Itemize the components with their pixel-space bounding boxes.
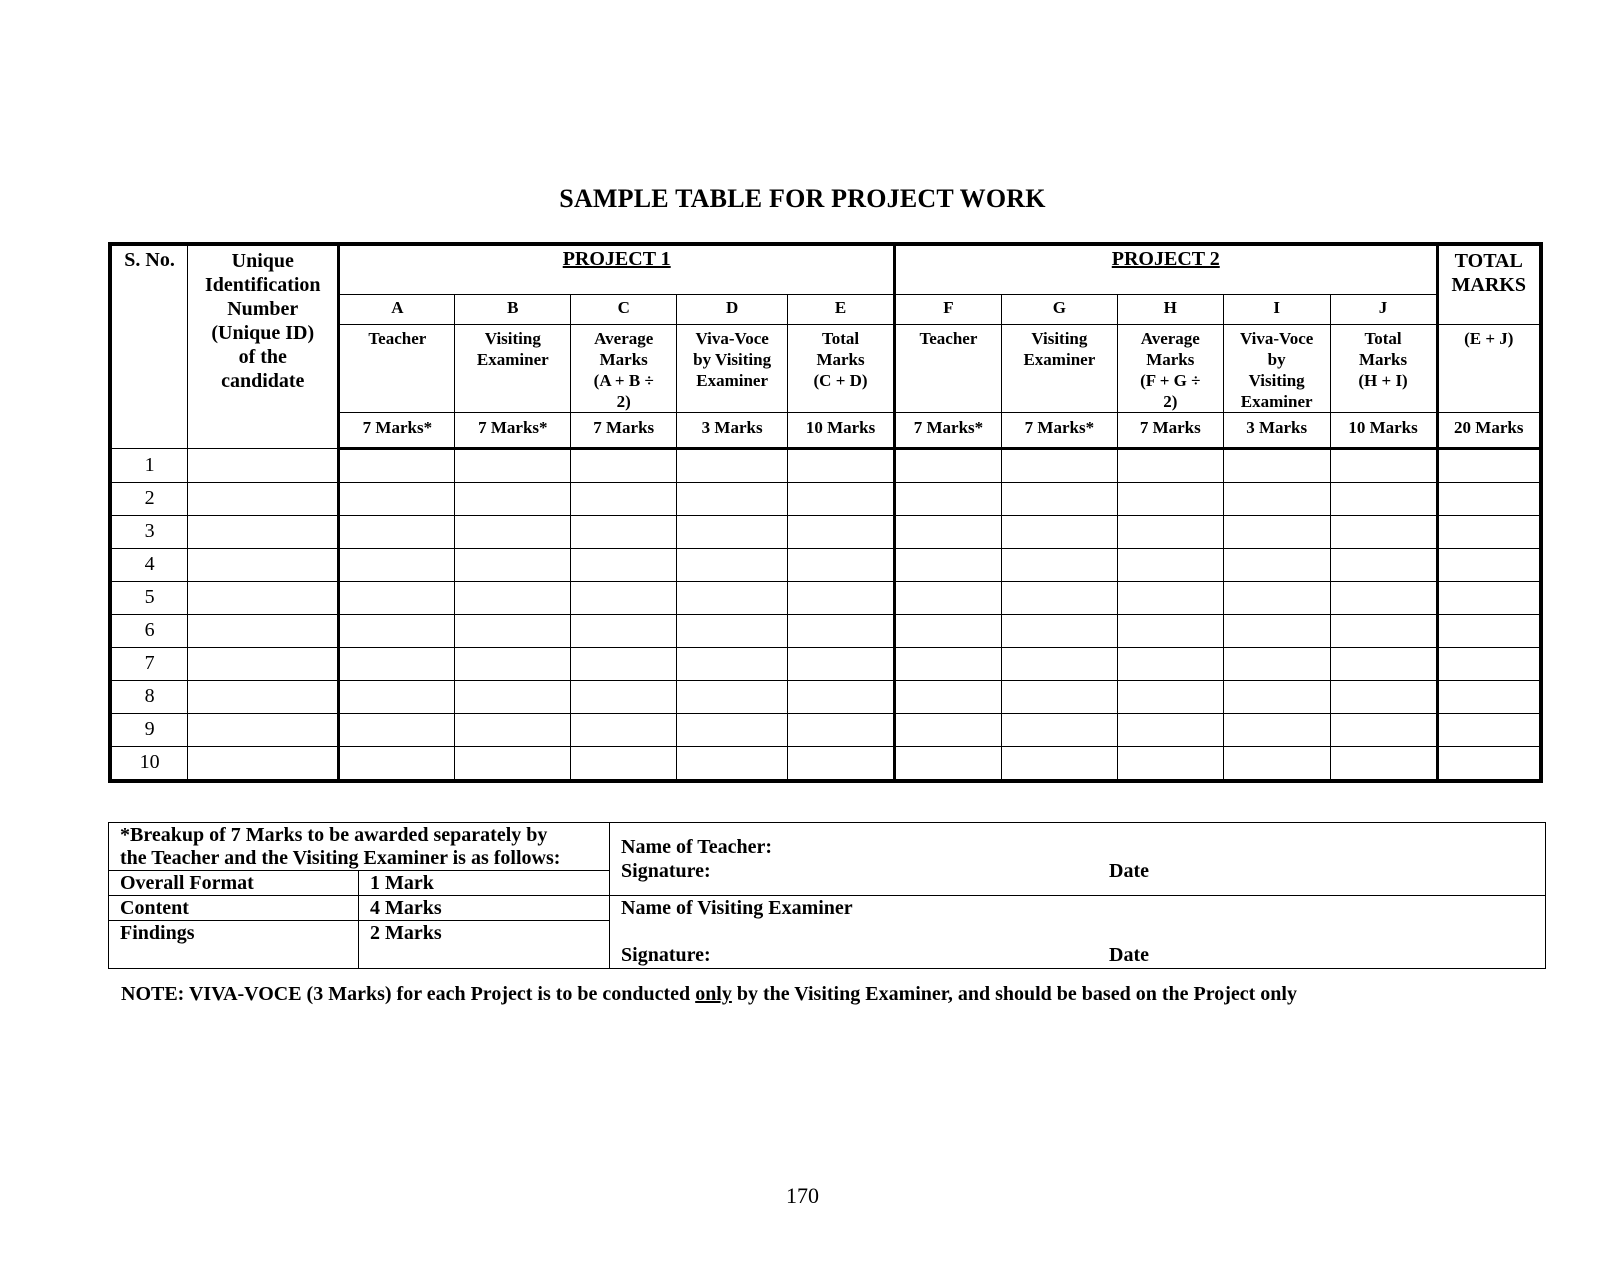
marks-cell xyxy=(1437,581,1541,614)
column-description: Total Marks (C + D) xyxy=(788,324,895,412)
marks-cell xyxy=(455,680,571,713)
marks-cell xyxy=(571,680,677,713)
marks-cell xyxy=(677,614,788,647)
marks-cell xyxy=(895,515,1002,548)
marks-cell xyxy=(895,713,1002,746)
marks-cell xyxy=(1223,680,1330,713)
marks-cell xyxy=(571,713,677,746)
marks-cell xyxy=(1001,713,1117,746)
breakup-marks: 4 Marks xyxy=(359,896,610,921)
marks-cell xyxy=(1001,515,1117,548)
marks-cell xyxy=(1001,581,1117,614)
marks-cell xyxy=(571,647,677,680)
column-description: Average Marks (F + G ÷ 2) xyxy=(1117,324,1223,412)
marks-cell xyxy=(1001,448,1117,482)
marks-cell xyxy=(339,746,455,781)
unique-id-cell xyxy=(188,548,339,581)
marks-cell xyxy=(1330,581,1437,614)
column-description: Total Marks (H + I) xyxy=(1330,324,1437,412)
marks-cell xyxy=(1223,713,1330,746)
marks-cell xyxy=(1001,548,1117,581)
marks-cell xyxy=(788,680,895,713)
marks-cell xyxy=(1223,515,1330,548)
column-max-marks: 7 Marks* xyxy=(895,412,1002,448)
marks-cell xyxy=(455,581,571,614)
row-serial-number: 1 xyxy=(110,448,188,482)
marks-cell xyxy=(455,746,571,781)
project-work-table xyxy=(108,242,1543,783)
column-max-marks: 7 Marks* xyxy=(455,412,571,448)
table-row xyxy=(110,515,1541,548)
marks-cell xyxy=(1223,482,1330,515)
marks-cell xyxy=(339,548,455,581)
marks-cell xyxy=(788,713,895,746)
marks-cell xyxy=(895,647,1002,680)
column-max-marks: 7 Marks xyxy=(571,412,677,448)
marks-cell xyxy=(895,482,1002,515)
breakup-marks: 2 Marks xyxy=(359,921,610,969)
breakup-label: Findings xyxy=(109,921,359,969)
marks-cell xyxy=(895,746,1002,781)
column-letter: J xyxy=(1330,294,1437,324)
marks-cell xyxy=(788,647,895,680)
marks-cell xyxy=(455,713,571,746)
project1-header: PROJECT 1 xyxy=(339,244,895,294)
marks-cell xyxy=(571,548,677,581)
marks-cell xyxy=(339,680,455,713)
marks-cell xyxy=(895,614,1002,647)
marks-cell xyxy=(677,482,788,515)
total-formula: (E + J) xyxy=(1437,324,1541,412)
marks-cell xyxy=(1330,448,1437,482)
marks-cell xyxy=(1117,448,1223,482)
examiner-signature-label: Signature: xyxy=(621,944,711,966)
marks-cell xyxy=(788,448,895,482)
marks-cell xyxy=(1001,614,1117,647)
marks-cell xyxy=(788,614,895,647)
unique-id-cell xyxy=(188,581,339,614)
unique-id-cell xyxy=(188,680,339,713)
total-marks-header: TOTAL MARKS xyxy=(1437,244,1541,324)
marks-cell xyxy=(1330,614,1437,647)
marks-cell xyxy=(1001,482,1117,515)
breakup-heading: *Breakup of 7 Marks to be awarded separately by the Teacher and the Visiting Examiner is as follows: xyxy=(109,823,610,871)
marks-cell xyxy=(1223,581,1330,614)
breakup-label: Content xyxy=(109,896,359,921)
unique-id-cell xyxy=(188,614,339,647)
column-max-marks: 10 Marks xyxy=(788,412,895,448)
marks-cell xyxy=(1437,680,1541,713)
marks-cell xyxy=(677,746,788,781)
column-description: Visiting Examiner xyxy=(455,324,571,412)
marks-cell xyxy=(571,581,677,614)
marks-cell xyxy=(455,548,571,581)
column-letter: F xyxy=(895,294,1002,324)
marks-cell xyxy=(1223,746,1330,781)
examiner-signature-block xyxy=(610,896,1546,969)
examiner-name-label: Name of Visiting Examiner xyxy=(621,897,853,919)
column-letter: E xyxy=(788,294,895,324)
teacher-date-label: Date xyxy=(1109,860,1149,882)
marks-cell xyxy=(1117,647,1223,680)
marks-cell xyxy=(1437,746,1541,781)
marks-cell xyxy=(1437,713,1541,746)
column-letter: G xyxy=(1001,294,1117,324)
marks-cell xyxy=(571,482,677,515)
marks-cell xyxy=(1437,548,1541,581)
marks-cell xyxy=(1117,680,1223,713)
row-serial-number: 10 xyxy=(110,746,188,781)
marks-cell xyxy=(677,680,788,713)
marks-cell xyxy=(677,515,788,548)
marks-cell xyxy=(571,515,677,548)
marks-cell xyxy=(339,581,455,614)
row-serial-number: 9 xyxy=(110,713,188,746)
marks-cell xyxy=(1223,614,1330,647)
column-description: Viva-Voce by Visiting Examiner xyxy=(1223,324,1330,412)
table-row xyxy=(110,614,1541,647)
marks-cell xyxy=(339,515,455,548)
marks-cell xyxy=(339,482,455,515)
marks-cell xyxy=(788,746,895,781)
column-max-marks: 7 Marks xyxy=(1117,412,1223,448)
total-max-marks: 20 Marks xyxy=(1437,412,1541,448)
marks-cell xyxy=(455,448,571,482)
unique-id-cell xyxy=(188,515,339,548)
marks-cell xyxy=(895,548,1002,581)
unique-id-cell xyxy=(188,647,339,680)
marks-cell xyxy=(1437,482,1541,515)
unique-id-cell xyxy=(188,746,339,781)
unique-id-cell xyxy=(188,448,339,482)
marks-cell xyxy=(1330,548,1437,581)
table-row xyxy=(110,581,1541,614)
marks-cell xyxy=(1330,647,1437,680)
marks-cell xyxy=(677,548,788,581)
marks-cell xyxy=(571,746,677,781)
marks-cell xyxy=(1117,581,1223,614)
marks-cell xyxy=(1330,680,1437,713)
row-serial-number: 6 xyxy=(110,614,188,647)
row-serial-number: 7 xyxy=(110,647,188,680)
marks-cell xyxy=(455,515,571,548)
marks-cell xyxy=(895,680,1002,713)
row-serial-number: 3 xyxy=(110,515,188,548)
column-letter: H xyxy=(1117,294,1223,324)
column-max-marks: 10 Marks xyxy=(1330,412,1437,448)
row-serial-number: 4 xyxy=(110,548,188,581)
marks-cell xyxy=(1117,515,1223,548)
marks-cell xyxy=(1437,515,1541,548)
table-row xyxy=(110,713,1541,746)
row-serial-number: 8 xyxy=(110,680,188,713)
marks-cell xyxy=(788,548,895,581)
unique-id-header: Unique Identification Number (Unique ID) of the candidate xyxy=(188,244,339,448)
marks-cell xyxy=(1437,647,1541,680)
table-row xyxy=(110,448,1541,482)
marks-cell xyxy=(1223,448,1330,482)
column-letter: D xyxy=(677,294,788,324)
marks-cell xyxy=(455,482,571,515)
marks-cell xyxy=(339,614,455,647)
column-description: Viva-Voce by Visiting Examiner xyxy=(677,324,788,412)
marks-cell xyxy=(1117,746,1223,781)
marks-cell xyxy=(455,614,571,647)
column-max-marks: 3 Marks xyxy=(677,412,788,448)
marks-cell xyxy=(1223,647,1330,680)
column-description: Visiting Examiner xyxy=(1001,324,1117,412)
marks-cell xyxy=(1437,448,1541,482)
marks-cell xyxy=(339,448,455,482)
marks-cell xyxy=(339,713,455,746)
marks-cell xyxy=(571,614,677,647)
marks-cell xyxy=(677,581,788,614)
table-row xyxy=(110,680,1541,713)
breakup-marks: 1 Mark xyxy=(359,871,610,896)
marks-cell xyxy=(339,647,455,680)
column-description: Teacher xyxy=(339,324,455,412)
column-max-marks: 7 Marks* xyxy=(339,412,455,448)
page-number: 170 xyxy=(786,1183,819,1208)
breakup-label: Overall Format xyxy=(109,871,359,896)
marks-cell xyxy=(788,515,895,548)
marks-cell xyxy=(1330,482,1437,515)
marks-cell xyxy=(895,581,1002,614)
marks-cell xyxy=(1001,647,1117,680)
table-row xyxy=(110,647,1541,680)
teacher-signature-block xyxy=(610,823,1546,896)
marks-cell xyxy=(571,448,677,482)
page-title: SAMPLE TABLE FOR PROJECT WORK xyxy=(559,184,1046,213)
column-description: Teacher xyxy=(895,324,1002,412)
examiner-date-label: Date xyxy=(1109,944,1149,966)
marks-cell xyxy=(1330,746,1437,781)
viva-voce-note: NOTE: VIVA-VOCE (3 Marks) for each Project is to be conducted only by the Visiting Examiner, and should be based on the Project only xyxy=(121,983,1297,1005)
teacher-signature-label: Signature: xyxy=(621,860,711,882)
marks-cell xyxy=(1330,515,1437,548)
teacher-name-label: Name of Teacher: xyxy=(621,836,773,858)
project2-header: PROJECT 2 xyxy=(895,244,1438,294)
column-letter: A xyxy=(339,294,455,324)
column-letter: B xyxy=(455,294,571,324)
marks-cell xyxy=(1001,746,1117,781)
unique-id-cell xyxy=(188,713,339,746)
marks-cell xyxy=(1117,482,1223,515)
table-row xyxy=(110,746,1541,781)
marks-cell xyxy=(677,647,788,680)
table-row xyxy=(110,482,1541,515)
column-letter: I xyxy=(1223,294,1330,324)
sno-header: S. No. xyxy=(110,244,188,448)
marks-cell xyxy=(1117,548,1223,581)
column-description: Average Marks (A + B ÷ 2) xyxy=(571,324,677,412)
marks-cell xyxy=(1117,713,1223,746)
column-letter: C xyxy=(571,294,677,324)
marks-cell xyxy=(788,581,895,614)
marks-cell xyxy=(677,448,788,482)
row-serial-number: 5 xyxy=(110,581,188,614)
marks-cell xyxy=(1001,680,1117,713)
column-max-marks: 7 Marks* xyxy=(1001,412,1117,448)
unique-id-cell xyxy=(188,482,339,515)
marks-cell xyxy=(1437,614,1541,647)
row-serial-number: 2 xyxy=(110,482,188,515)
marks-cell xyxy=(1330,713,1437,746)
column-max-marks: 3 Marks xyxy=(1223,412,1330,448)
marks-cell xyxy=(1223,548,1330,581)
table-row xyxy=(110,548,1541,581)
marks-cell xyxy=(895,448,1002,482)
marks-cell xyxy=(788,482,895,515)
marks-cell xyxy=(677,713,788,746)
marks-cell xyxy=(455,647,571,680)
marks-cell xyxy=(1117,614,1223,647)
breakup-signature-table xyxy=(108,822,1546,969)
